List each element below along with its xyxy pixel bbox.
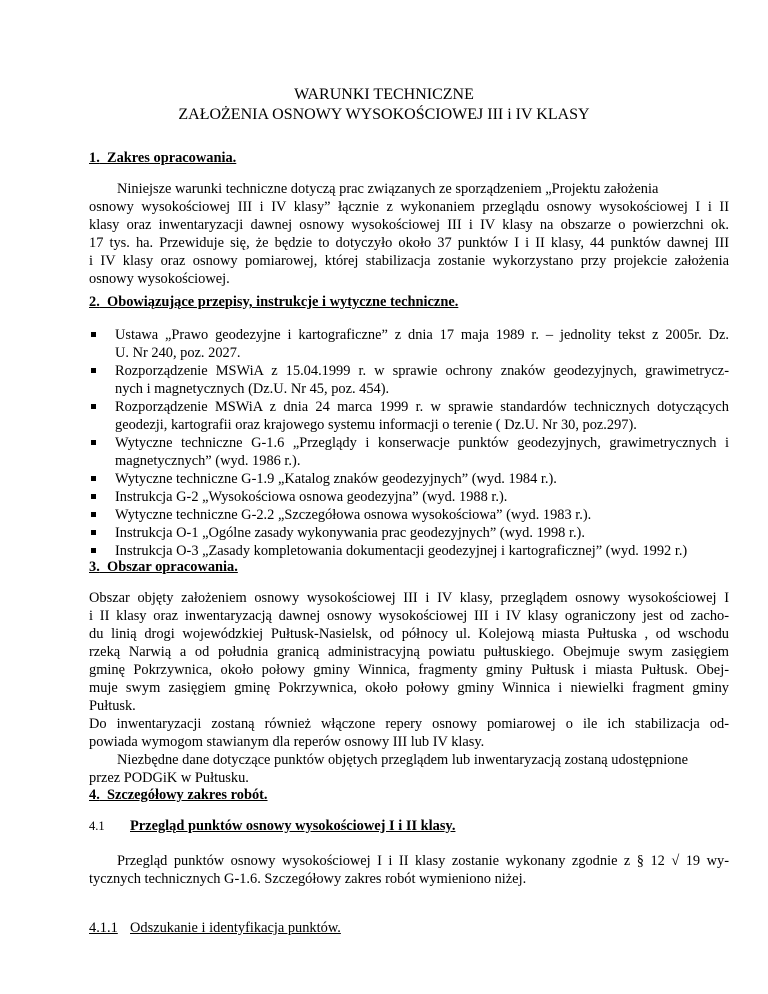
bullet-icon (91, 494, 96, 499)
bullet-icon (91, 440, 96, 445)
list-item (89, 524, 729, 542)
list-item-text: geodezji, kartografii oraz krajowego systemu informacji o terenie ( Dz.U. Nr 30, poz.297). (115, 417, 637, 433)
paragraph-line: przez PODGiK w Pułtusku. (89, 770, 249, 786)
paragraph-line: 17 tys. ha. Przewiduje się, że będzie to dotyczyło około 37 punktów I i II klasy, 44 punktów dawnej III (89, 235, 729, 251)
section-2-title: Obowiązujące przepisy, instrukcje i wytyczne techniczne. (107, 294, 459, 310)
section-3-paragraph (89, 589, 729, 787)
paragraph-line: muje swym zasięgiem gminę Pokrzywnica, około połowy gminy Winnica i niewielki fragment gminy (89, 680, 729, 696)
list-item-text: Instrukcja O-1 „Ogólne zasady wykonywania prac geodezyjnych” (wyd. 1998 r.). (115, 525, 585, 541)
paragraph-line: powiada wymogom stawianym dla reperów osnowy III lub IV klasy. (89, 734, 485, 750)
section-4-1-paragraph (89, 852, 729, 888)
section-4-1-1-number: 4.1.1 (89, 920, 118, 936)
section-4-title: Szczegółowy zakres robót. (107, 787, 268, 803)
list-item (89, 398, 729, 434)
paragraph-line: du linią drogi wojewódzkiej Pułtusk-Nasielsk, od północy ul. Kolejową miasta Pułtuska , od wschodu (89, 626, 729, 642)
list-item (89, 326, 729, 362)
section-3-number: 3. (89, 559, 100, 575)
paragraph-line: osnowy wysokościowej. (89, 271, 230, 287)
paragraph-line: Niezbędne dane dotyczące punktów objętych przeglądem lub inwentaryzacją zostaną udostępnione (117, 752, 688, 768)
paragraph-line: i IV klasy oraz osnowy pomiarowej, której stabilizacja zostanie wykorzystano przy projekcie założenia (89, 253, 729, 269)
section-1-number: 1. (89, 150, 100, 166)
regulations-list (89, 326, 729, 560)
list-item-text: magnetycznych” (wyd. 1986 r.). (115, 453, 301, 469)
bullet-icon (91, 476, 96, 481)
list-item-text: U. Nr 240, poz. 2027. (115, 345, 241, 361)
bullet-icon (91, 512, 96, 517)
section-4-1-1-title: Odszukanie i identyfikacja punktów. (130, 920, 341, 936)
list-item-text: Rozporządzenie MSWiA z 15.04.1999 r. w sprawie ochrony znaków geodezyjnych, grawimetrycz- (115, 363, 729, 379)
section-2-heading (89, 294, 458, 311)
section-4-1-title: Przegląd punktów osnowy wysokościowej I i II klasy. (130, 818, 456, 834)
section-4-heading (89, 787, 268, 804)
section-3-title: Obszar opracowania. (107, 559, 238, 575)
list-item-text: Ustawa „Prawo geodezyjne i kartograficzne” z dnia 17 maja 1989 r. – jednolity tekst z 2005r. Dz. (115, 327, 729, 343)
list-item-text: Instrukcja O-3 „Zasady kompletowania dokumentacji geodezyjnej i kartograficznej” (wyd. 1992 r.) (115, 543, 688, 559)
bullet-icon (91, 404, 96, 409)
paragraph-line: Do inwentaryzacji zostaną również włączone repery osnowy pomiarowej o ile ich stabilizacja od- (89, 716, 729, 732)
paragraph-line: rzeką Narwią a od południa granicą administracyjną powiatu pułtuskiego. Obejmuje swym zasięgiem (89, 644, 729, 660)
list-item (89, 470, 729, 488)
list-item-text: Rozporządzenie MSWiA z dnia 24 marca 1999 r. w sprawie standardów technicznych dotyczących (115, 399, 729, 415)
section-3-heading (89, 559, 238, 576)
paragraph-line: Niniejsze warunki techniczne dotyczą prac związanych ze sporządzeniem „Projektu założenia (117, 181, 659, 197)
bullet-icon (91, 368, 96, 373)
paragraph-line: i II klasy oraz inwentaryzacją dawnej osnowy wysokościowej III i IV klasy ograniczony jest od zacho- (89, 608, 729, 624)
paragraph-line: Obszar objęty założeniem osnowy wysokościowej III i IV klasy, przeglądem osnowy wysokościowej I (89, 590, 729, 606)
list-item (89, 506, 729, 524)
paragraph-line: klasy oraz inwentaryzacji dawnej osnowy wysokościowej III i IV klasy na obszarze o powierzchni ok. (89, 217, 729, 233)
list-item-text: nych i magnetycznych (Dz.U. Nr 45, poz. 454). (115, 381, 390, 397)
paragraph-line: tycznych technicznych G-1.6. Szczegółowy zakres robót wymieniono niżej. (89, 871, 527, 887)
document-title-line1: WARUNKI TECHNICZNE (294, 86, 474, 103)
list-item (89, 434, 729, 470)
paragraph-line: osnowy wysokościowej III i IV klasy” łącznie z wykonaniem przeglądu osnowy wysokościowej I i II (89, 199, 729, 215)
list-item-text: Instrukcja G-2 „Wysokościowa osnowa geodezyjna” (wyd. 1988 r.). (115, 489, 508, 505)
section-4-1-number: 4.1 (89, 819, 105, 833)
paragraph-line: Pułtusk. (89, 698, 136, 714)
bullet-icon (91, 548, 96, 553)
bullet-icon (91, 332, 96, 337)
list-item (89, 362, 729, 398)
list-item-text: Wytyczne techniczne G-1.9 „Katalog znaków geodezyjnych” (wyd. 1984 r.). (115, 471, 557, 487)
section-1-paragraph (89, 180, 729, 288)
bullet-icon (91, 530, 96, 535)
list-item-text: Wytyczne techniczne G-1.6 „Przeglądy i konserwacje punktów geodezyjnych, grawimetrycznych i (115, 435, 729, 451)
list-item (89, 542, 729, 560)
section-4-number: 4. (89, 787, 100, 803)
section-2-number: 2. (89, 294, 100, 310)
list-item-text: Wytyczne techniczne G-2.2 „Szczegółowa osnowa wysokościowa” (wyd. 1983 r.). (115, 507, 592, 523)
list-item (89, 488, 729, 506)
section-1-title: Zakres opracowania. (107, 150, 237, 166)
document-title-line2: ZAŁOŻENIA OSNOWY WYSOKOŚCIOWEJ III i IV KLASY (178, 106, 590, 123)
paragraph-line: Przegląd punktów osnowy wysokościowej I i II klasy zostanie wykonany zgodnie z § 12 √ 19 wy- (117, 853, 729, 869)
section-1-heading (89, 150, 236, 167)
paragraph-line: gminę Pokrzywnica, około połowy gminy Winnica, fragmenty gminy Pułtusk i miasta Pułtusk. Obej- (89, 662, 729, 678)
